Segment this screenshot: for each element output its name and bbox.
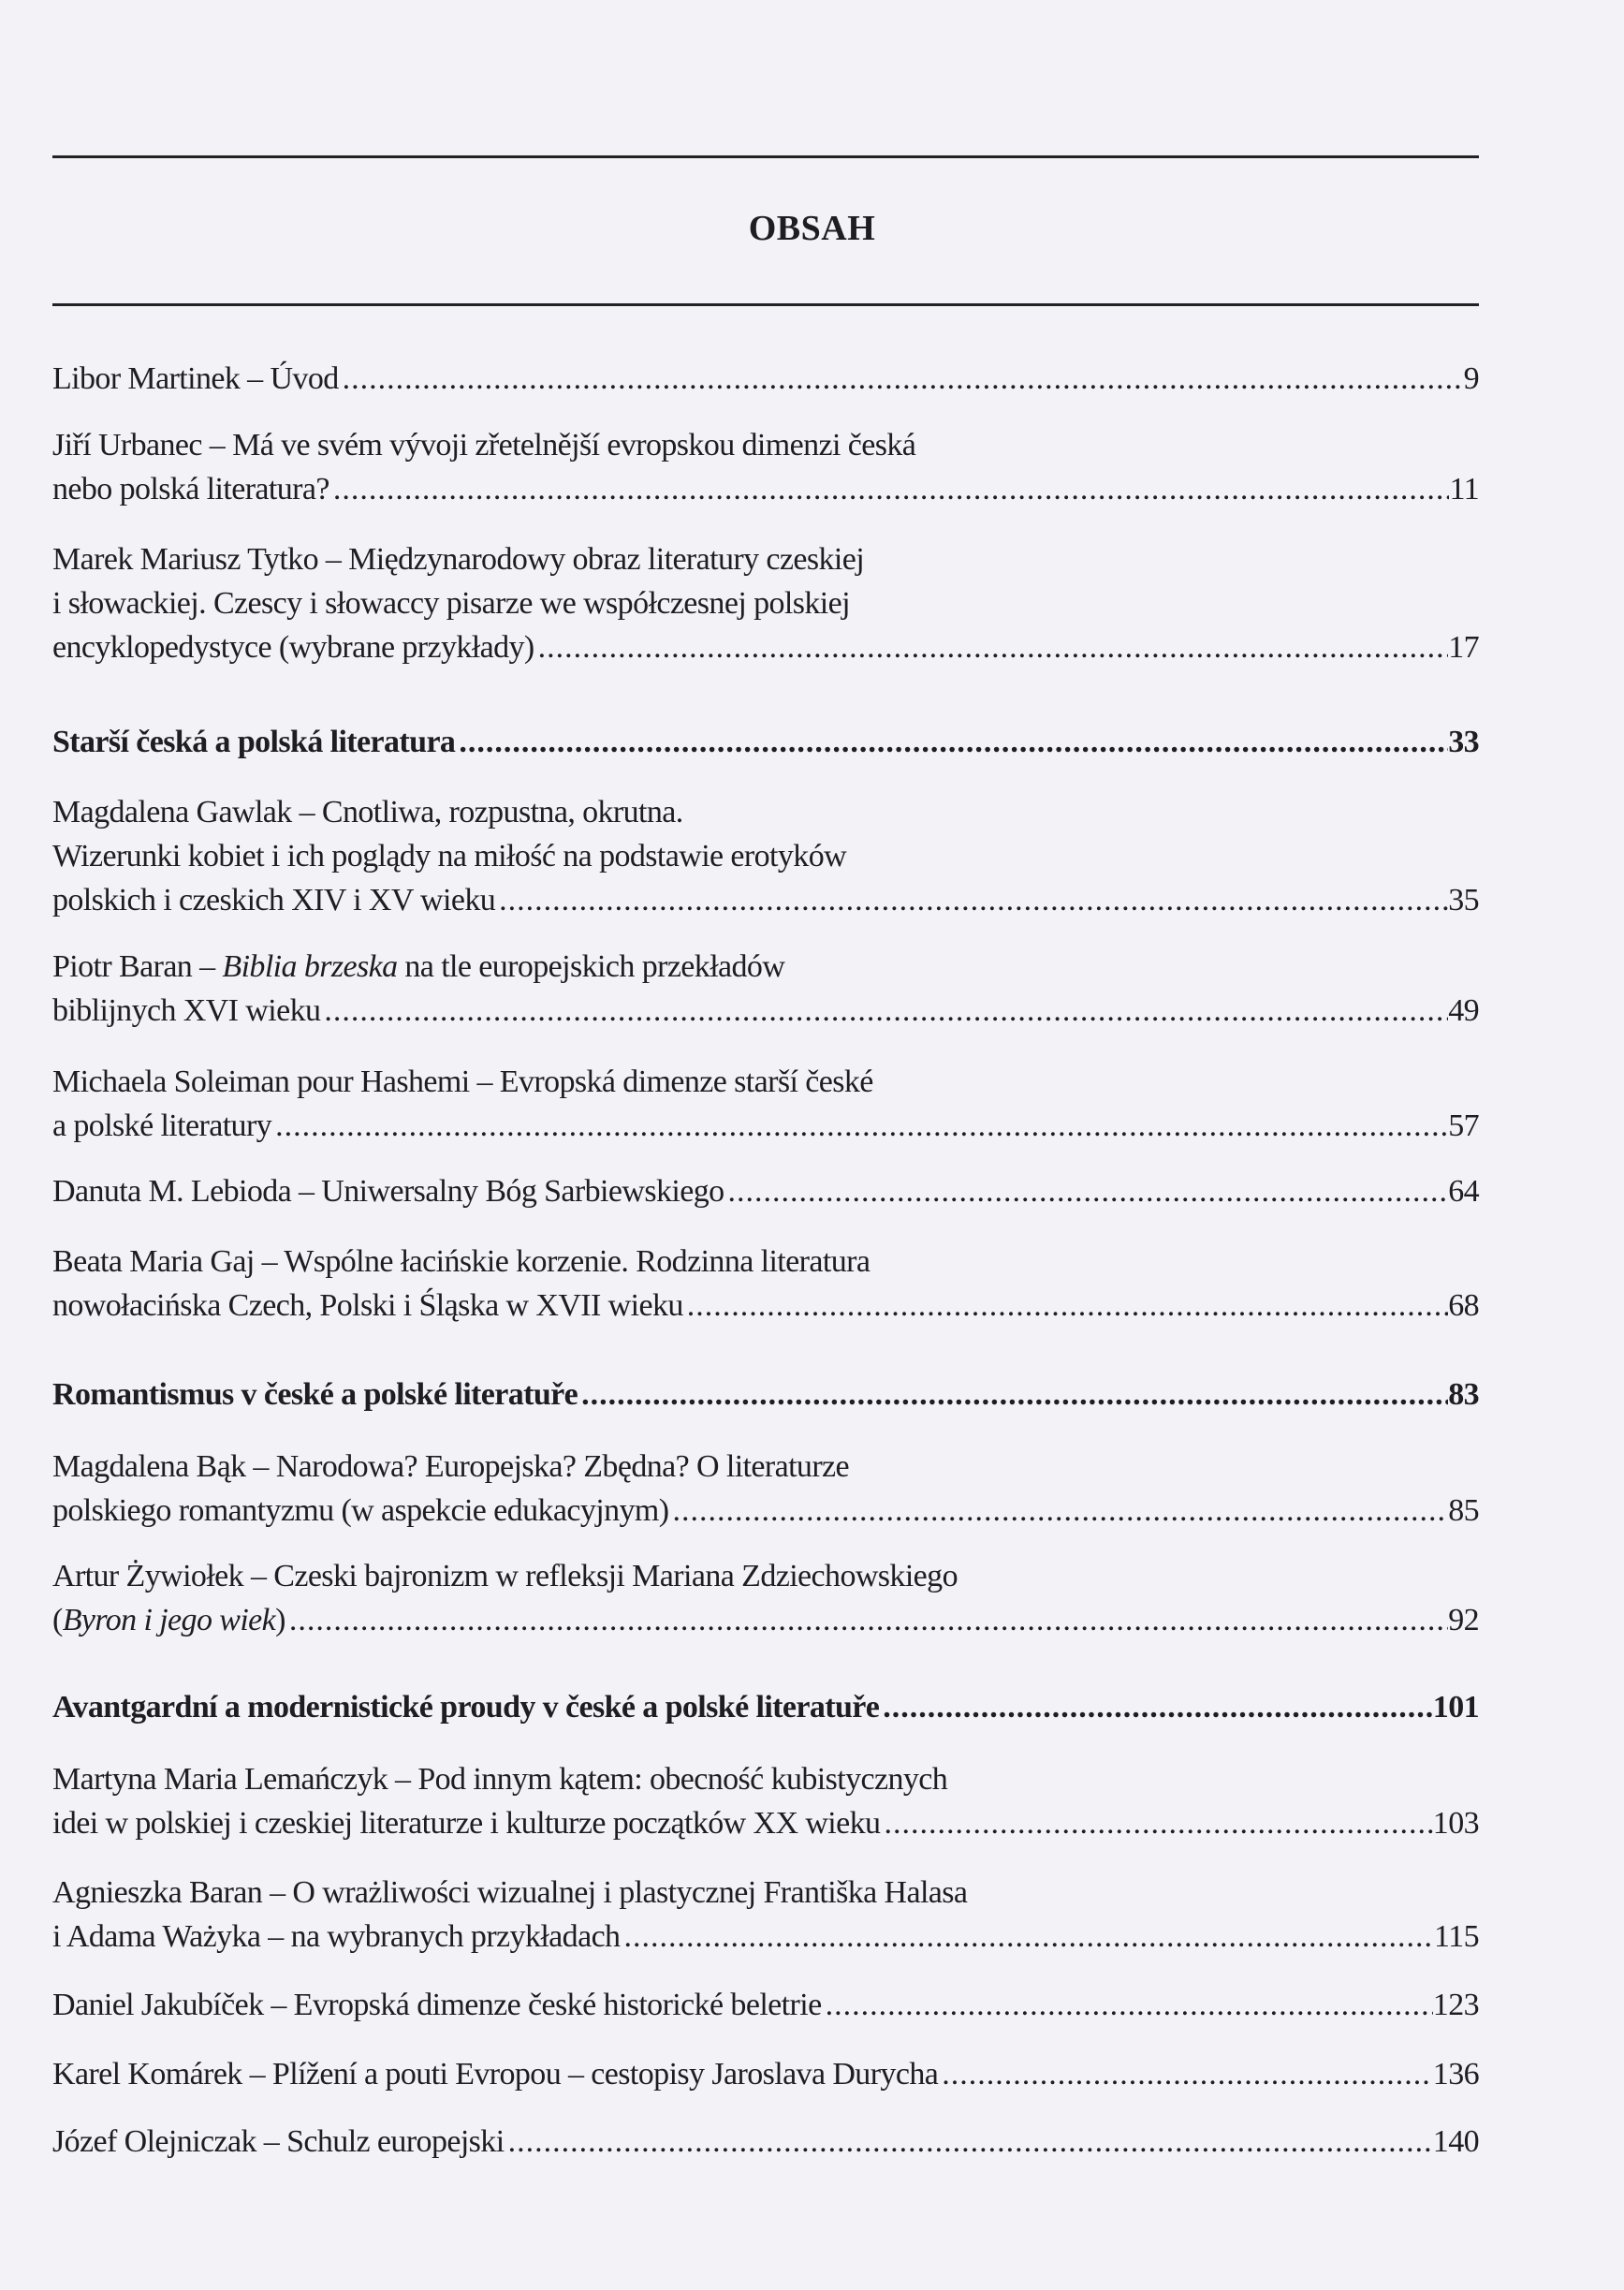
- toc-entry-text: [52, 1240, 870, 1284]
- toc-entry-line: [52, 357, 1479, 401]
- dot-leader: [880, 1801, 1432, 1845]
- text-segment: ): [275, 1603, 285, 1637]
- toc-entry: [52, 1169, 1479, 1213]
- dot-leader: [320, 989, 1448, 1033]
- text-segment: Magdalena Gawlak – Cnotliwa, rozpustna, okrutna.: [52, 795, 683, 829]
- toc-entry-text: [52, 1445, 849, 1489]
- dot-leader: [578, 1373, 1448, 1417]
- toc-entry-text: [52, 1915, 620, 1959]
- toc-entry: [52, 1240, 1479, 1328]
- text-segment: i słowackiej. Czescy i słowaccy pisarze we współczesnej polskiej: [52, 586, 850, 621]
- text-segment: encyklopedystyce (wybrane przykłady): [52, 630, 534, 665]
- toc-entry-text: [52, 1554, 958, 1598]
- dot-leader: [879, 1685, 1433, 1729]
- toc-entry-line: [52, 1554, 1479, 1598]
- toc-entry-line: [52, 1169, 1479, 1213]
- toc-entry-text: [52, 1598, 285, 1642]
- text-segment: nowołacińska Czech, Polski i Śląska w XVII wieku: [52, 1288, 683, 1323]
- page-number: 83: [1448, 1377, 1479, 1412]
- dot-leader: [620, 1915, 1434, 1959]
- toc-entry-text: [52, 537, 864, 581]
- text-segment: idei w polskiej i czeskiej literaturze i kulturze początków XX wieku: [52, 1806, 881, 1841]
- toc-entry-line: [52, 625, 1479, 669]
- page-number: 68: [1448, 1288, 1479, 1323]
- toc-entry-text: [52, 834, 846, 878]
- page-number: 92: [1448, 1603, 1479, 1637]
- italic-title: Biblia brzeska: [222, 949, 398, 984]
- toc-entry: [52, 1757, 1479, 1845]
- toc-entry: [52, 1554, 1479, 1642]
- text-segment: polskiego romantyzmu (w aspekcie edukacyjnym): [52, 1493, 669, 1528]
- toc-section-heading: [52, 1685, 1479, 1729]
- text-segment: Artur Żywiołek – Czeski bajronizm w refleksji Mariana Zdziechowskiego: [52, 1559, 958, 1593]
- toc-entry: [52, 537, 1479, 669]
- page-number: 123: [1432, 1988, 1479, 2022]
- page-number: 33: [1448, 725, 1479, 759]
- page-number: 85: [1448, 1493, 1479, 1528]
- text-segment: Beata Maria Gaj – Wspólne łacińskie korzenie. Rodzinna literatura: [52, 1244, 871, 1279]
- dot-leader: [455, 720, 1448, 764]
- toc-entry-text: [52, 945, 784, 989]
- text-segment: Starší česká a polská literatura: [52, 725, 456, 759]
- toc-entry-text: [52, 1060, 873, 1104]
- toc-entry-line: [52, 1801, 1479, 1845]
- text-segment: Daniel Jakubíček – Evropská dimenze české historické beletrie: [52, 1988, 822, 2022]
- toc-entry-text: [52, 1169, 724, 1213]
- toc-entry-text: [52, 1801, 880, 1845]
- text-segment: i Adama Ważyka – na wybranych przykładach: [52, 1919, 621, 1954]
- toc-entry: [52, 1871, 1479, 1959]
- text-segment: Libor Martinek – Úvod: [52, 361, 339, 396]
- toc-entry-line: [52, 1489, 1479, 1533]
- text-segment: nebo polská literatura?: [52, 472, 329, 506]
- text-segment: Józef Olejniczak – Schulz europejski: [52, 2124, 505, 2159]
- page-number: 101: [1432, 1690, 1479, 1725]
- page-number: 115: [1434, 1919, 1479, 1954]
- toc-entry-line: [52, 1240, 1479, 1284]
- toc-entry-text: [52, 1757, 947, 1801]
- text-segment: Marek Mariusz Tytko – Międzynarodowy obraz literatury czeskiej: [52, 542, 865, 577]
- page-title: OBSAH: [748, 209, 876, 248]
- toc-entry: [52, 945, 1479, 1033]
- toc-entry-text: [52, 1284, 683, 1328]
- toc-entry: [52, 423, 1479, 511]
- toc-entry-line: [52, 467, 1479, 511]
- toc-entry-line: [52, 1915, 1479, 1959]
- toc-entry-text: [52, 625, 534, 669]
- toc-entry-line: [52, 945, 1479, 989]
- toc-entry-text: [52, 423, 915, 467]
- toc-entry-text: [52, 878, 495, 922]
- dot-leader: [683, 1284, 1448, 1328]
- toc-entry: [52, 1445, 1479, 1533]
- text-segment: Avantgardní a modernistické proudy v české a polské literatuře: [52, 1690, 880, 1725]
- toc-section-heading: [52, 1373, 1479, 1417]
- text-segment: Martyna Maria Lemańczyk – Pod innym kątem: obecność kubistycznych: [52, 1762, 948, 1797]
- text-segment: (: [52, 1603, 63, 1637]
- dot-leader: [822, 1983, 1433, 2027]
- toc-entry-line: [52, 989, 1479, 1033]
- toc-entry-line: [52, 790, 1479, 834]
- text-segment: Karel Komárek – Plížení a pouti Evropou – cestopisy Jaroslava Durycha: [52, 2057, 939, 2092]
- dot-leader: [668, 1489, 1448, 1533]
- dot-leader: [495, 878, 1448, 922]
- text-segment: Agnieszka Baran – O wrażliwości wizualnej i plastycznej Františka Halasa: [52, 1875, 968, 1910]
- toc-section-heading: [52, 720, 1479, 764]
- text-segment: Jiří Urbanec – Má ve svém vývoji zřetelnější evropskou dimenzi česká: [52, 428, 916, 462]
- toc-entry-text: [52, 1489, 668, 1533]
- toc-entry-line: [52, 1284, 1479, 1328]
- dot-leader: [271, 1104, 1448, 1148]
- page-number: 35: [1448, 883, 1479, 917]
- toc-entry-line: [52, 1104, 1479, 1148]
- toc-entry-text: [52, 1871, 967, 1915]
- toc-entry-text: [52, 1983, 822, 2027]
- toc-entry: [52, 1060, 1479, 1148]
- toc-entry-text: [52, 1104, 271, 1148]
- dot-leader: [938, 2052, 1433, 2096]
- top-rule: [52, 155, 1479, 158]
- toc-entry-line: [52, 1757, 1479, 1801]
- text-segment: Michaela Soleiman pour Hashemi – Evropská dimenze starší české: [52, 1064, 873, 1099]
- italic-title: Byron i jego wiek: [62, 1603, 276, 1637]
- text-segment: Romantismus v české a polské literatuře: [52, 1377, 578, 1412]
- toc-entry-line: [52, 1983, 1479, 2027]
- toc-entry-text: [52, 1373, 578, 1417]
- toc-entry-line: [52, 720, 1479, 764]
- toc-entry-line: [52, 878, 1479, 922]
- toc-entry-text: [52, 989, 320, 1033]
- dot-leader: [534, 625, 1449, 669]
- dot-leader: [339, 357, 1464, 401]
- title-rule: [52, 303, 1479, 306]
- toc-entry-line: [52, 1598, 1479, 1642]
- page-number: 17: [1448, 630, 1479, 665]
- toc-entry-text: [52, 1685, 879, 1729]
- page-number: 49: [1448, 993, 1479, 1028]
- toc-entry-text: [52, 790, 683, 834]
- toc-entry: [52, 357, 1479, 401]
- toc-entry-line: [52, 581, 1479, 625]
- toc-entry-line: [52, 537, 1479, 581]
- dot-leader: [505, 2120, 1433, 2164]
- dot-leader: [285, 1598, 1448, 1642]
- text-segment: polskich i czeskich XIV i XV wieku: [52, 883, 496, 917]
- text-segment: Piotr Baran –: [52, 949, 223, 984]
- toc-entry: [52, 1983, 1479, 2027]
- page-number: 11: [1449, 472, 1479, 506]
- page-number: 9: [1463, 361, 1479, 396]
- toc-entry-text: [52, 2120, 505, 2164]
- page-number: 57: [1448, 1108, 1479, 1143]
- toc-entry-line: [52, 1445, 1479, 1489]
- toc-entry-text: [52, 720, 455, 764]
- toc-entry-line: [52, 834, 1479, 878]
- toc-entry-line: [52, 423, 1479, 467]
- toc-entry: [52, 2120, 1479, 2164]
- text-segment: na tle europejskich przekładów: [397, 949, 785, 984]
- text-segment: Danuta M. Lebioda – Uniwersalny Bóg Sarbiewskiego: [52, 1174, 724, 1209]
- toc-entry-line: [52, 1871, 1479, 1915]
- text-segment: a polské literatury: [52, 1108, 272, 1143]
- toc-entry-line: [52, 1060, 1479, 1104]
- text-segment: Magdalena Bąk – Narodowa? Europejska? Zbędna? O literaturze: [52, 1449, 850, 1484]
- page-number: 103: [1432, 1806, 1479, 1841]
- toc-entry-text: [52, 357, 339, 401]
- toc-entry-text: [52, 2052, 938, 2096]
- toc-entry-line: [52, 1685, 1479, 1729]
- dot-leader: [724, 1169, 1449, 1213]
- page-number: 136: [1432, 2057, 1479, 2092]
- toc-entry-line: [52, 2052, 1479, 2096]
- page-number: 140: [1432, 2124, 1479, 2159]
- text-segment: biblijnych XVI wieku: [52, 993, 321, 1028]
- toc-entry-text: [52, 467, 329, 511]
- toc-entry-text: [52, 581, 850, 625]
- toc-entry-line: [52, 1373, 1479, 1417]
- text-segment: Wizerunki kobiet i ich poglądy na miłość na podstawie erotyków: [52, 839, 847, 873]
- toc-entry-line: [52, 2120, 1479, 2164]
- toc-entry: [52, 790, 1479, 922]
- dot-leader: [329, 467, 1450, 511]
- page-number: 64: [1448, 1174, 1479, 1209]
- toc-entry: [52, 2052, 1479, 2096]
